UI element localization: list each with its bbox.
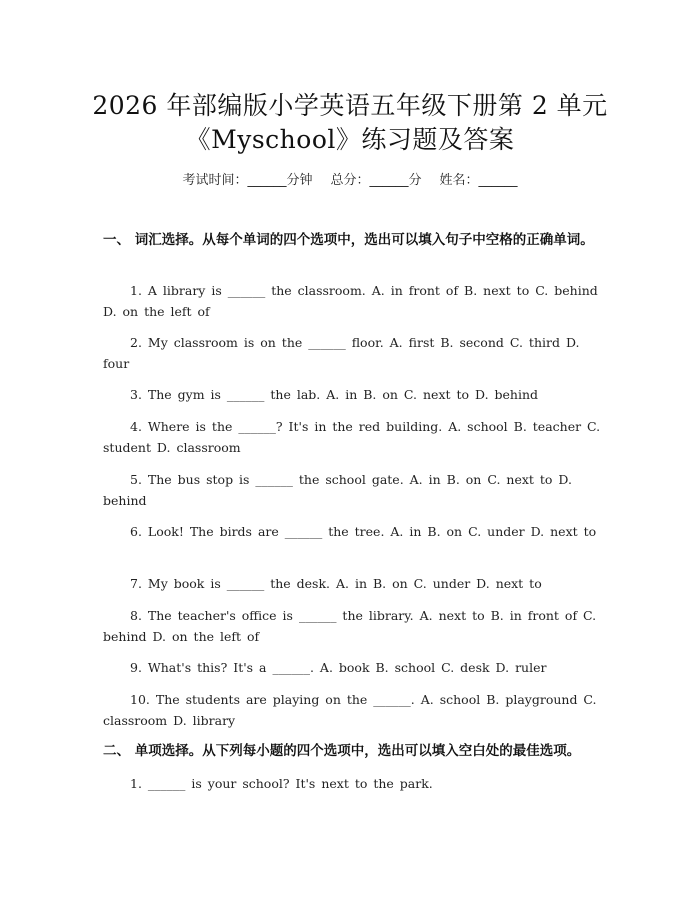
- section-1-question-5: 5. The bus stop is ______ the school gate. A. in B. on C. next to D. behind: [103, 472, 572, 508]
- section-1-question-8: 8. The teacher's office is ______ the library. A. next to B. in front of C. behind D. on the left of: [103, 608, 597, 644]
- section-1-question-2: 2. My classroom is on the ______ floor. A. first B. second C. third D. four: [103, 335, 580, 371]
- section-1-question-4: 4. Where is the ______? It's in the red building. A. school B. teacher C. student D. classroom: [103, 419, 601, 455]
- document-title-line1: 2026 年部编版小学英语五年级下册第 2 单元: [92, 91, 608, 120]
- section-1-question-1: 1. A library is ______ the classroom. A. in front of B. next to C. behind D. on the left of: [103, 283, 598, 319]
- exam-info-line: [0, 169, 700, 188]
- section-2-heading: 二、 单项选择。从下列每小题的四个选项中，选出可以填入空白处的最佳选项。: [103, 743, 581, 759]
- section-1-question-6: 6. Look! The birds are ______ the tree. A. in B. on C. under D. next to: [130, 524, 597, 539]
- section-1-question-3: 3. The gym is ______ the lab. A. in B. on C. next to D. behind: [130, 387, 539, 402]
- section-1-question-7: 7. My book is ______ the desk. A. in B. on C. under D. next to: [130, 576, 542, 591]
- exam-time-field: 考试时间：______分钟: [182, 173, 313, 188]
- section-1-question-9: 9. What's this? It's a ______. A. book B. school C. desk D. ruler: [130, 660, 547, 675]
- total-score-field: 总分：______分: [330, 173, 422, 188]
- document-title-line2: 《Myschool》练习题及答案: [185, 125, 515, 154]
- section-2-question-1: 1. ______ is your school? It's next to the park.: [130, 776, 433, 791]
- section-1-heading: 一、 词汇选择。从每个单词的四个选项中，选出可以填入句子中空格的正确单词。: [103, 232, 594, 248]
- student-name-field: 姓名：______: [439, 173, 518, 188]
- section-1-question-10: 10. The students are playing on the ______. A. school B. playground C. classroom D. library: [103, 692, 597, 728]
